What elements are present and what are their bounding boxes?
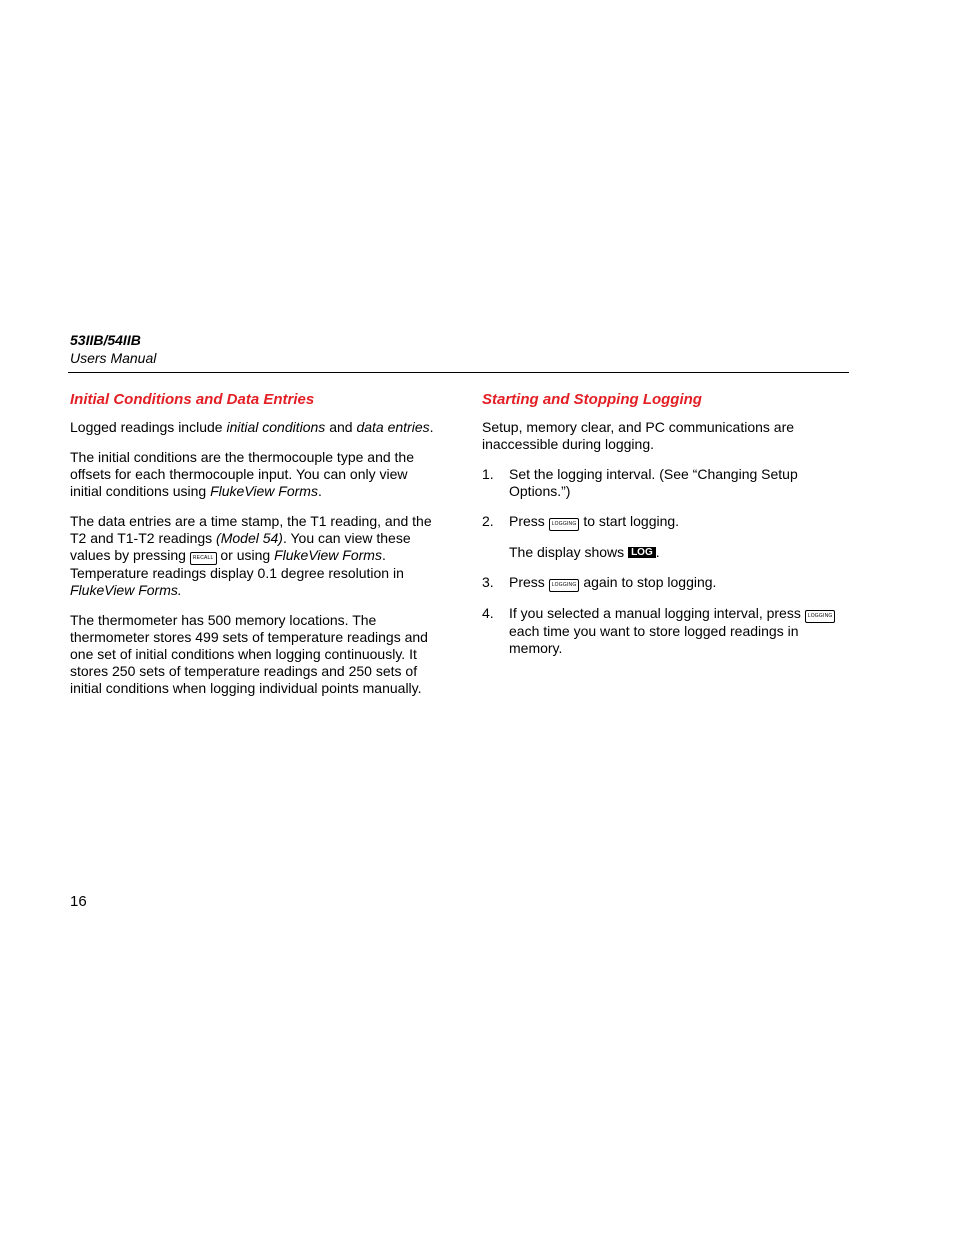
emphasis-model-54: (Model 54) — [216, 530, 283, 546]
step-number: 2. — [482, 513, 494, 529]
header-rule — [68, 372, 849, 373]
text-run: . You can view these values by pressing — [70, 530, 411, 563]
page-number: 16 — [70, 893, 87, 910]
step-body — [509, 574, 716, 592]
emphasis-flukeview-forms: FlukeView Forms — [274, 547, 382, 563]
emphasis-flukeview-forms: FlukeView Forms — [210, 483, 318, 499]
paragraph-data-entries — [70, 513, 440, 599]
emphasis-data-entries: data entries — [356, 419, 430, 435]
step-body — [509, 513, 679, 561]
list-item — [482, 605, 842, 657]
emphasis-initial-conditions: initial conditions — [226, 419, 326, 435]
recall-key-icon: RECALL — [190, 552, 217, 565]
manual-title: Users Manual — [70, 350, 157, 366]
text-run: again to stop logging. — [579, 574, 717, 590]
step-number: 1. — [482, 466, 494, 482]
text-run: each time you want to store logged readings in memory. — [509, 623, 799, 656]
paragraph-initial-conditions — [70, 449, 440, 500]
step-text — [509, 605, 842, 657]
model-number: 53IIB/54IIB — [70, 332, 141, 348]
step-note — [509, 544, 679, 561]
section-heading-initial-conditions: Initial Conditions and Data Entries — [70, 391, 315, 408]
step-text — [509, 513, 679, 531]
text-run: The data entries are a time stamp, the T1 reading, and the T2 and T1-T2 readings — [70, 513, 432, 546]
text-run: and — [325, 419, 357, 435]
paragraph-intro: Setup, memory clear, and PC communications are inaccessible during logging. — [482, 419, 795, 452]
paragraph-logged-readings — [70, 419, 440, 436]
logging-key-icon: LOGGING — [549, 518, 580, 531]
running-header — [70, 331, 156, 367]
log-annunciator-icon: LOG — [628, 547, 656, 558]
text-run: . — [317, 483, 322, 499]
right-column — [482, 390, 842, 670]
text-run: Logged readings include — [70, 419, 227, 435]
step-body — [509, 605, 842, 657]
text-run: . — [655, 544, 660, 560]
emphasis-flukeview-forms: FlukeView Forms. — [70, 582, 182, 598]
text-run: Press — [509, 574, 549, 590]
step-number: 4. — [482, 605, 494, 621]
text-run: . Temperature readings display 0.1 degree resolution in — [70, 547, 404, 581]
text-run: The initial conditions are the thermocouple type and the offsets for each thermocouple input. You can only view initial conditions using — [70, 449, 414, 499]
step-body — [509, 466, 842, 500]
logging-key-icon: LOGGING — [805, 610, 836, 623]
text-run: If you selected a manual logging interval, press — [509, 605, 805, 621]
step-text: Set the logging interval. (See “Changing Setup Options.”) — [509, 466, 798, 499]
text-run: The display shows — [509, 544, 629, 560]
text-run: . — [429, 419, 434, 435]
list-item — [482, 574, 842, 592]
text-run: Press — [509, 513, 549, 529]
text-run: or using — [216, 547, 275, 563]
text-run: to start logging. — [579, 513, 680, 529]
list-item — [482, 513, 842, 561]
left-column — [70, 390, 440, 710]
paragraph-memory-locations: The thermometer has 500 memory locations. The thermometer stores 499 sets of temperature readings and one set of initial conditions when logging continuously. It stores 250 sets of temperature readings and 250 sets of initial conditions when logging individual points manually. — [70, 612, 428, 696]
list-item — [482, 466, 842, 500]
step-text — [509, 574, 716, 592]
logging-key-icon: LOGGING — [549, 579, 580, 592]
step-number: 3. — [482, 574, 494, 590]
section-heading-starting-stopping-logging: Starting and Stopping Logging — [482, 391, 702, 408]
